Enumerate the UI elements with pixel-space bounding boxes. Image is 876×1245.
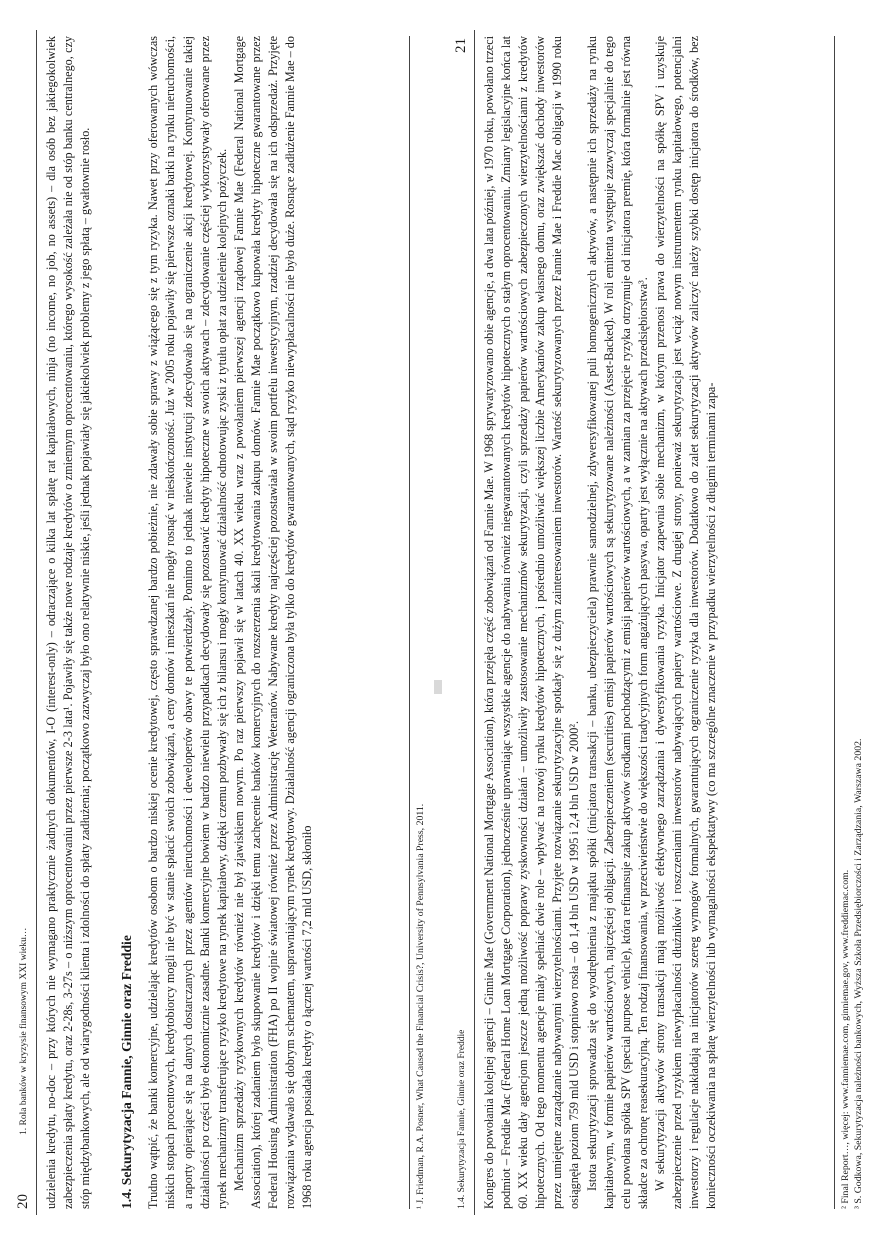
left-page-body	[37, 30, 316, 1215]
right-page-header	[452, 30, 475, 1215]
footnote: ³ S. Godkowa, Sekurytyzacja należności bankowych, Wyższa Szkoła Przedsiębiorczości i Zarządzania, Warszawa 2002.	[853, 738, 865, 1209]
right-page	[438, 0, 876, 1245]
paragraph: Istota sekurytyzacji sprowadza się do wyodrębnienia z majątku spółki (inicjatora transakcji – banku, ubezpieczyciela) prawnie samodzielnej, zdywersyfikowanej puli homogenicznych aktywów, a następnie ich sprzedaży na rynku kapitałowym, w formie papierów wartościowych, najczęściej obligacji. Zabezpieczeniem (securities) emisji papierów wartościowych są sekurytyzowane należności (Asset-Backed). W roli emitenta występuje zazwyczaj specjalnie do tego celu powołana spółka SPV (special purpose vehicle), która refinansuje zakup aktywów środkami pochodzącymi z emisji papierów wartościowych, a w zamian za przejęcie ryzyka otrzymuje od inicjatora premię, która formalnie jest równa składce za ochronę reasekuracyjną. Ten rodzaj finansowania, w przeciwieństwie do większości tradycyjnych form angażujących pasywa, oparty jest wyłącznie na aktywach przedsiębiorstwa³.	[584, 36, 650, 1209]
footnote: ² Final Report…, więcej: www.fanniemae.com, ginniemae.gov, www.freddiemac.com.	[839, 869, 851, 1209]
paragraph: W sekurytyzacji aktywów strony transakcji mają możliwość efektywnego zarządzania i dywersyfikowania ryzyka. Inicjator zapewnia sobie mechanizm, w którym przenosi prawa do wierzytelności na spółkę SPV i uzyskuje zabezpieczenie przed ryzykiem niewypłacalności dłużników i roszczeniami inwestorów nabywających papiery wartościowe. Z drugiej strony, ponieważ sekurytyzacja jest wciąż nowym instrumentem rynku kapitałowego, potencjalni inwestorzy i regulacje nakładają na inicjatorów szereg wymogów formalnych, gwarantujących ograniczenie ryzyka dla inwestorów. Dodatkowo do zalet sekurytyzacji aktywów zaliczyć należy szybki dostęp inicjatora do środków, bez konieczności oczekiwania na spłatę wierzytelności lub wymagalności ekspektatywy (co ma szczególne znaczenie w przypadku wierzytelności z długimi terminami zapa-	[652, 36, 719, 1209]
left-page-header	[14, 30, 37, 1215]
page-number: 20	[15, 1194, 31, 1209]
paragraph: udzielenia kredytu, no-doc – przy których nie wymagano praktycznie żadnych dokumentów, I-O (interest-only) – odraczające o kilka lat spłatę rat kapitałowych, ninja (no income, no job, no assets) – dla osób bez jakiegokolwiek zabezpieczenia spłaty kredytu, oraz 2-28s, 3-27s – o niższym oprocentowaniu przez pierwsze 2-3 lata¹. Pojawiły się także nowe rodzaje kredytów o zmiennym oprocentowaniu, którego wysokość zależała nie od stóp banku centralnego, czy stóp międzybankowych, ale od wiarygodności klienta i zdolności do spłaty zadłużenia; początkowo zazwyczaj było ono relatywnie niskie, jeśli jednak pojawiały się jakiekolwiek problemy z jego spłatą – gwałtownie rosło.	[44, 36, 93, 1209]
right-page-body	[475, 30, 720, 1215]
paragraph: Mechanizm sprzedaży ryzykownych kredytów również nie był zjawiskiem nowym. Po raz pierwszy pojawił się w latach 40. XX wieku wraz z powołaniem pierwszej agencji rządowej Fannie Mae (Federal National Mortgage Association), której zadaniem było skupowanie kredytów i dzięki temu zachęcenie banków komercyjnych do rozszerzenia skali kredytowania zakupu domów. Fannie Mae początkowo kupowała kredyty hipoteczne gwarantowane przez Federal Housing Administration (FHA) po II wojnie światowej również przez Administrację Weteranów. Nabywane kredyty najczęściej pozostawiała w swoim portfelu inwestycyjnym, rzadziej decydowała się na ich odsprzedaż. Przyjęte rozwiązania wydawało się dobrym schematem, usprawniającym rynek kredytowy. Działalność agencji ograniczona była tylko do kredytów gwarantowanych, stąd ryzyko niewypłacalności nie było duże. Rosnące zadłużenie Fannie Mae – do 1968 roku agencja posiadała kredyty o łącznej wartości 7,2 mld USD, skłoniło	[231, 36, 315, 1209]
page-number: 21	[453, 38, 469, 53]
running-title: 1. Rola banków w kryzysie finansowym XXI wieku…	[19, 927, 29, 1135]
paragraph: Kongres do powołania kolejnej agencji – Ginnie Mae (Government National Mortgage Association), która przejęła część zobowiązań od Fannie Mae. W 1968 sprywatyzowano obie agencje, a dwa lata później, w 1970 roku, powołano trzeci podmiot – Freddie Mac (Federal Home Loan Mortgage Corporation), jednocześnie uprawniając wszystkie agencje do nabywania również niegwarantowanych kredytów hipotecznych o stałym oprocentowaniu. Zmiany legislacyjne końca lat 60. XX wieku dały agencjom jeszcze jedną możliwość poprawy zyskowności działań – umożliwiły zastosowanie mechanizmów sekurytyzacji, czyli sprzedaży papierów wartościowych zabezpieczonych wierzytelnościami z kredytów hipotecznych. Od tego momentu agencje miały spełniać dwie role – wpływać na rozwój rynku kredytów hipotecznych, i pośrednio umożliwiać większej liczbie Amerykanów zakup własnego domu, oraz zwiększać dochody inwestorów przez umiejętne zarządzanie nabywanymi wierzytelnościami. Przyjęte rozwiązanie sekurytyzacyjne spotkały się z dużym zainteresowaniem inwestorów. Wartość sekurytyzowanych przez Fannie Mae i Freddie Mac obligacji w 1990 roku osiągnęła poziom 759 mld USD i stopniowo rosła – do 1,4 bln USD w 1995 i 2,4 bln USD w 2000².	[482, 36, 582, 1209]
section-heading: 1.4. Sekurytyzacja Fannie, Ginnie oraz Freddie	[119, 935, 135, 1209]
footnotes	[834, 36, 866, 1209]
footnote: ¹ J. Friedman, R.A. Posner, What Caused the Financial Crisis?, University of Pennsylvania Press, 2011.	[415, 803, 427, 1209]
paragraph: Trudno wątpić, że banki komercyjne, udzielając kredytów osobom o bardzo niskiej ocenie kredytowej, często sprawdzanej bardzo pobieżnie, nie zdawały sobie sprawy z wiążącego się z tym ryzyka. Nawet przy oferowanych wówczas niskich stopach procentowych, kredytobiorcy mogli nie być w stanie spłacić swoich zobowiązań, a ceny domów i mieszkań nie mogły rosnąć w nieskończoność. Już w 2005 roku pojawiły się pierwsze oznaki barki na rynku nieruchomości, a raporty opierające się na danych dostarczanych przez agentów nieruchomości i deweloperów obawy te potwierdzały. Pomimo to jednak niewiele instytucji zdecydowało się na ograniczenie akcji kredytowej. Kontynuowanie takiej działalności po części było ekonomicznie zasadne. Banki komercyjne bowiem w bardzo niewielu przypadkach decydowały się pozostawić kredyty hipoteczne w swoich aktywach – zdecydowanie częściej wykorzystywały oferowane przez rynek mechanizmy transferujące ryzyko kredytowe na rynek kapitałowy, dzięki czemu pozbywały się ich z bilansu i mogły kontynuować działalność odnotowując zyski z tytułu opłat za udzielenie kolejnych pożyczek.	[146, 36, 229, 1209]
footnotes	[409, 36, 428, 1209]
running-title: 1.4. Sekurytyzacja Fannie, Ginnie oraz Freddie	[457, 1029, 467, 1209]
